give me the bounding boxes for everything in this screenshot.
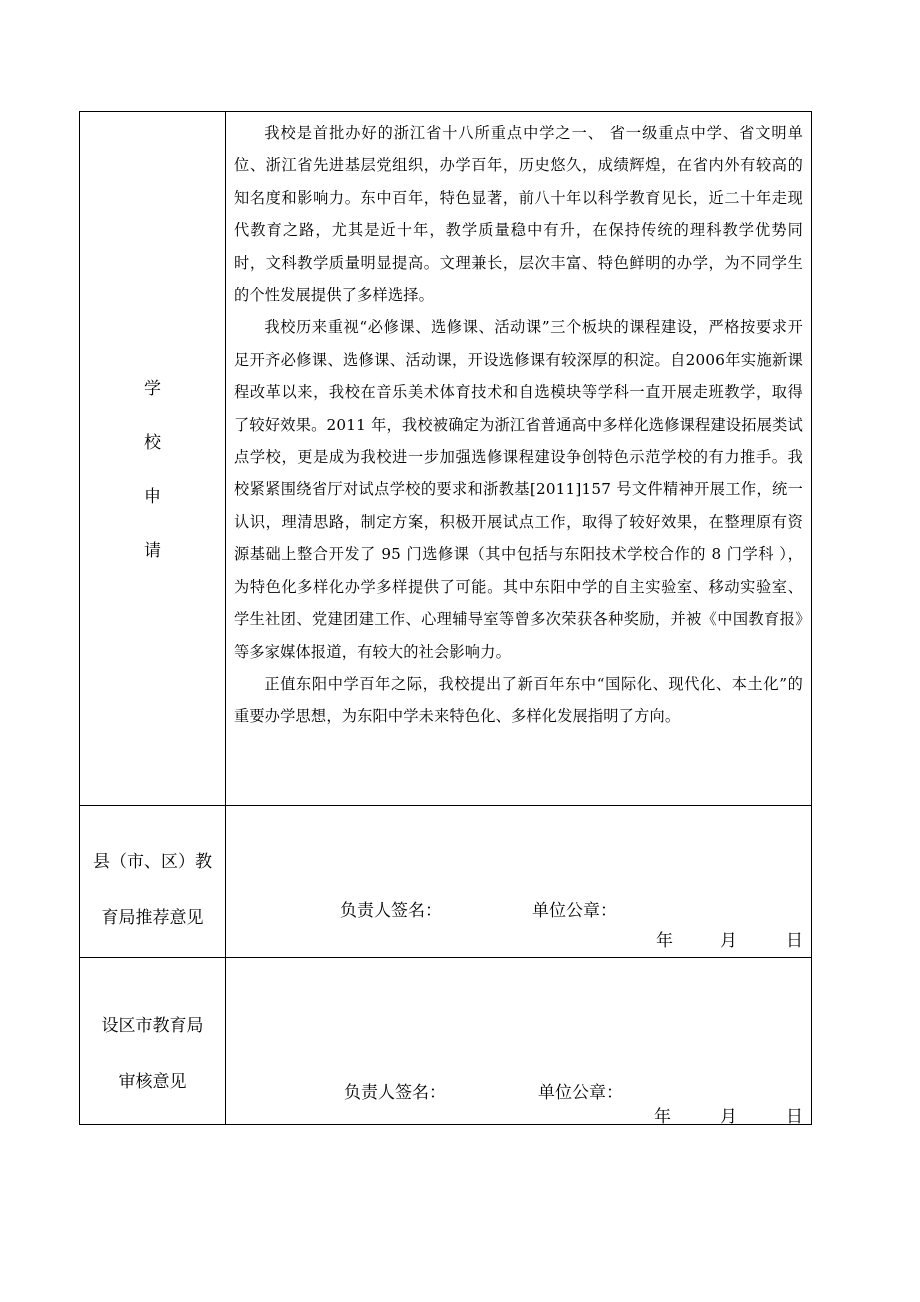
city-opinion-label-cell — [80, 958, 226, 1125]
county-opinion-row — [80, 806, 812, 958]
school-application-row — [80, 112, 812, 806]
city-day-label: 日 — [786, 1107, 803, 1127]
city-date-line — [226, 1102, 811, 1126]
label-char: 请 — [144, 541, 161, 561]
label-char: 学 — [144, 379, 161, 399]
county-opinion-label-line2: 育局推荐意见 — [101, 908, 204, 928]
county-seal-label: 单位公章： — [532, 901, 617, 921]
county-year-label: 年 — [656, 931, 673, 951]
city-seal-label: 单位公章： — [538, 1083, 623, 1103]
city-opinion-label-line2: 审核意见 — [118, 1072, 187, 1092]
application-paragraph-3: 正值东阳中学百年之际，我校提出了新百年东中“国际化、现代化、本土化”的重要办学思想，为东阳中学未来特色化、多样化发展指明了方向。 — [234, 674, 803, 726]
county-opinion-body-cell — [226, 806, 812, 958]
county-opinion-label-line1: 县（市、区）教 — [93, 852, 212, 872]
label-char: 申 — [144, 487, 161, 507]
county-signature-label: 负责人签名： — [340, 901, 442, 921]
county-day-label: 日 — [786, 931, 803, 951]
county-opinion-label-cell — [80, 806, 226, 958]
county-date-line — [226, 926, 811, 950]
city-signature-label: 负责人签名： — [344, 1083, 446, 1103]
application-paragraph-2: 我校历来重视“必修课、选修课、活动课”三个板块的课程建设，严格按要求开足开齐必修课、选修课、活动课，开设选修课有较深厚的积淀。自2006年实施新课程改革以来，我校在音乐美术体育技术和自选模块等学科一直开展走班教学，取得了较好效果。2011 年，我校被确定为浙江省普通高中多样化选修课程建设拓展类试点学校，更是成为我校进一步加强选修课程建设争创特色示范学校的有力推手。我校紧紧围绕省厅对试点学校的要求和浙教基[2011]157 号文件精神开展工作，统一认识，理清思路，制定方案，积极开展试点工作，取得了较好效果，在整理原有资源基础上整合开发了 95 门选修课（其中包括与东阳技术学校合作的 8 门学科 ），为特色化多样化办学多样提供了可能。其中东阳中学的自主实验室、移动实验室、学生社团、党建团建工作、心理辅导室等曾多次荣获各种奖励，并被《中国教育报》等多家媒体报道，有较大的社会影响力。 — [234, 318, 803, 661]
school-application-label-cell — [80, 112, 226, 806]
application-form-table — [79, 111, 812, 1125]
application-paragraph-1: 我校是首批办好的浙江省十八所重点中学之一、 省一级重点中学、省文明单位、浙江省先进基层党组织，办学百年，历史悠久，成绩辉煌，在省内外有较高的知名度和影响力。东中百年，特色显著，前八十年以科学教育见长，近二十年走现代教育之路，尤其是近十年，教学质量稳中有升，在保持传统的理科教学优势同时，文科教学质量明显提高。文理兼长，层次丰富、特色鲜明的办学，为不同学生的个性发展提供了多样选择。 — [234, 124, 803, 305]
school-application-text-cell — [226, 112, 812, 806]
school-application-label — [80, 370, 225, 586]
city-month-label: 月 — [720, 1107, 737, 1127]
county-month-label: 月 — [720, 931, 737, 951]
label-char: 校 — [144, 433, 161, 453]
city-opinion-body-cell — [226, 958, 812, 1125]
city-opinion-row — [80, 958, 812, 1125]
city-year-label: 年 — [654, 1107, 671, 1127]
city-opinion-label-line1: 设区市教育局 — [101, 1016, 204, 1036]
